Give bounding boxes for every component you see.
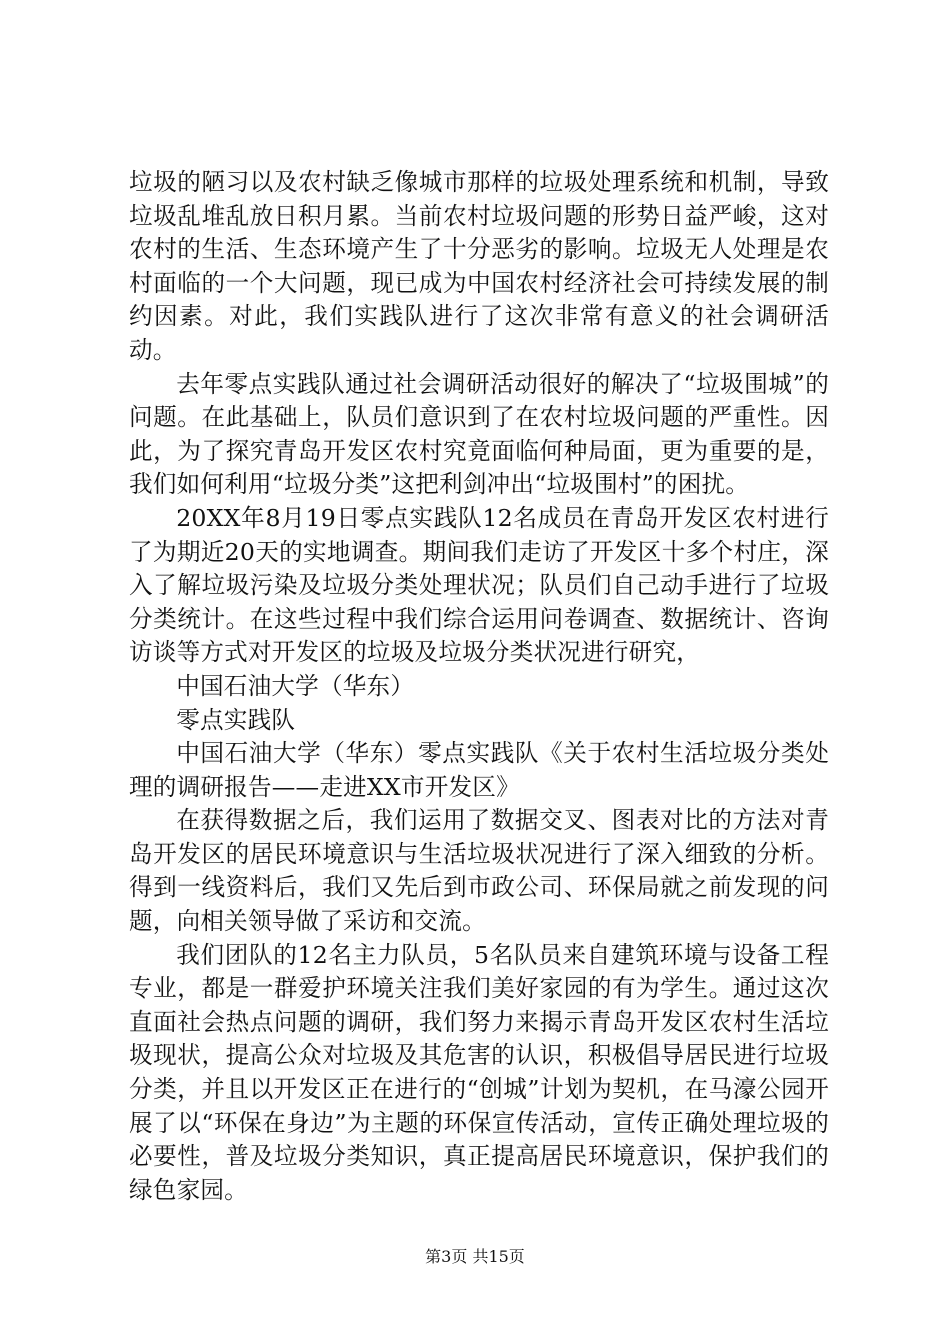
paragraph-survey: 20XX年8月19日零点实践队12名成员在青岛开发区农村进行了为期近20天的实地调查。期间我们走访了开发区十多个村庄，深入了解垃圾污染及垃圾分类处理状况；队员们自己动手进行了垃圾分类统计。在这些过程中我们综合运用问卷调查、数据统计、咨询访谈等方式对开发区的垃圾及垃圾分类状况进行研究， xyxy=(129,503,829,667)
page-number-label: 第3页 共15页 xyxy=(425,1247,525,1266)
paragraph-university: 中国石油大学（华东） xyxy=(176,671,415,700)
paragraph-last-year: 去年零点实践队通过社会调研活动很好的解决了“垃圾围城”的问题。在此基础上，队员们意识到了在农村垃圾问题的严重性。因此，为了探究青岛开发区农村究竟面临何种局面，更为重要的是，我们如何利用“垃圾分类”这把利剑冲出“垃圾围村”的困扰。 xyxy=(129,369,829,499)
page-footer xyxy=(0,1247,950,1267)
paragraph-report-title: 中国石油大学（华东）零点实践队《关于农村生活垃圾分类处理的调研报告——走进XX市开发区》 xyxy=(129,739,829,801)
paragraph-members: 我们团队的12名主力队员，5名队员来自建筑环境与设备工程专业，都是一群爱护环境关注我们美好家园的有为学生。通过这次直面社会热点问题的调研，我们努力来揭示青岛开发区农村生活垃圾现状，提高公众对垃圾及其危害的认识，积极倡导居民进行垃圾分类，并且以开发区正在进行的“创城”计划为契机，在马濠公园开展了以“环保在身边”为主题的环保宣传活动，宣传正确处理垃圾的必要性，普及垃圾分类知识，真正提高居民环境意识，保护我们的绿色家园。 xyxy=(129,940,829,1204)
document-body xyxy=(129,166,829,1207)
paragraph-team: 零点实践队 xyxy=(176,705,296,734)
paragraph-continuation: 垃圾的陋习以及农村缺乏像城市那样的垃圾处理系统和机制，导致垃圾乱堆乱放日积月累。当前农村垃圾问题的形势日益严峻，这对农村的生活、生态环境产生了十分恶劣的影响。垃圾无人处理是农村面临的一个大问题，现已成为中国农村经济社会可持续发展的制约因素。对此，我们实践队进行了这次非常有意义的社会调研活动。 xyxy=(129,168,829,364)
paragraph-analysis: 在获得数据之后，我们运用了数据交叉、图表对比的方法对青岛开发区的居民环境意识与生活垃圾状况进行了深入细致的分析。得到一线资料后，我们又先后到市政公司、环保局就之前发现的问题，向相关领导做了采访和交流。 xyxy=(129,806,829,936)
